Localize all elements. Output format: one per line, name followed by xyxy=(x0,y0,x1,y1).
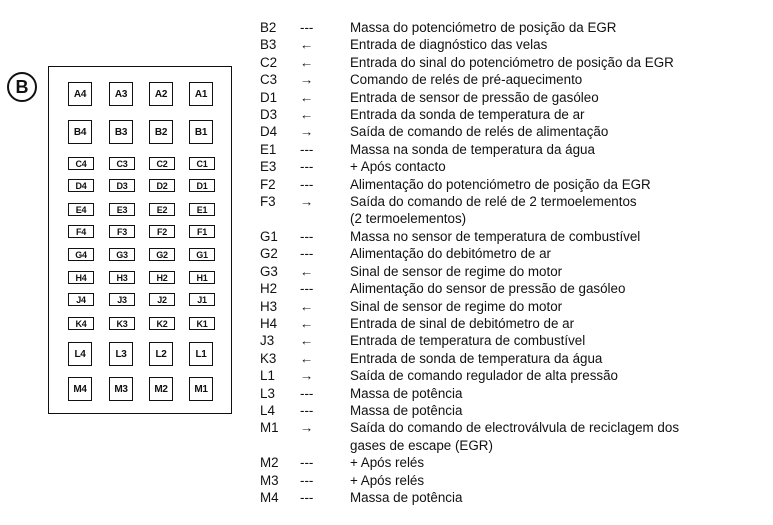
pin-list-row xyxy=(260,54,770,71)
pin-description-line: Saída do comando de relé de 2 termoelementos xyxy=(350,194,637,210)
connector-pin: B2 xyxy=(149,120,173,144)
pin-list-row xyxy=(260,158,770,175)
connector-pin: D3 xyxy=(109,179,135,192)
pin-code: M4 xyxy=(260,489,279,505)
pin-list-row xyxy=(260,141,770,158)
connector-pin: E2 xyxy=(149,203,175,216)
pin-code: L1 xyxy=(260,368,275,384)
pin-code: D3 xyxy=(260,107,278,123)
connector-pin: H3 xyxy=(109,271,135,284)
pin-code: H2 xyxy=(260,281,278,297)
pin-description xyxy=(350,36,770,53)
pin-description-line: Entrada de temperatura de combustível xyxy=(350,333,586,349)
signal-direction: --- xyxy=(300,141,314,157)
pin-code: C3 xyxy=(260,72,278,88)
connector-pin: K1 xyxy=(189,317,215,330)
pin-list-row xyxy=(260,19,770,36)
pin-code: F2 xyxy=(260,176,276,192)
pin-description xyxy=(350,472,770,489)
signal-direction: --- xyxy=(300,455,314,471)
pin-description xyxy=(350,19,770,36)
pin-list-row xyxy=(260,454,770,471)
pin-description-line: Alimentação do sensor de pressão de gasóleo xyxy=(350,281,626,297)
signal-direction: ← xyxy=(300,350,314,366)
pin-list-row xyxy=(260,89,770,106)
pin-description xyxy=(350,54,770,71)
pin-code: F3 xyxy=(260,194,276,210)
signal-direction: ← xyxy=(300,107,314,123)
pin-description-line: Massa na sonda de temperatura da água xyxy=(350,141,595,157)
connector-pin: H1 xyxy=(189,271,215,284)
pin-list-row xyxy=(260,36,770,53)
pin-description-line: Sinal de sensor de regime do motor xyxy=(350,263,563,279)
connector-pin: E1 xyxy=(189,203,215,216)
pin-description-line: Saída do comando de electroválvula de reciclagem dos xyxy=(350,420,680,436)
connector-label: B xyxy=(7,72,37,102)
pin-list-row xyxy=(260,350,770,367)
pin-list-row xyxy=(260,402,770,419)
connector-pin: E4 xyxy=(68,203,94,216)
pin-description xyxy=(350,158,770,175)
signal-direction: --- xyxy=(300,20,314,35)
connector-pin: G1 xyxy=(189,248,215,261)
pin-code: K3 xyxy=(260,350,277,366)
pin-description-line: + Após relés xyxy=(350,455,425,471)
pin-code: G1 xyxy=(260,228,278,244)
signal-direction: --- xyxy=(300,176,314,192)
pin-list-row xyxy=(260,263,770,280)
pin-list-row xyxy=(260,385,770,402)
connector-pin: D2 xyxy=(149,179,175,192)
pin-description-line: Massa de potência xyxy=(350,489,463,505)
signal-direction: ← xyxy=(300,89,314,105)
pin-code: H3 xyxy=(260,298,278,314)
connector-pin: L3 xyxy=(109,342,133,366)
pin-list-row xyxy=(260,472,770,489)
pin-code: M1 xyxy=(260,420,279,436)
pin-description-line: + Após contacto xyxy=(350,159,446,175)
pin-list-row xyxy=(260,315,770,332)
pin-list-row xyxy=(260,123,770,140)
pin-description-line: Comando de relés de pré-aquecimento xyxy=(350,72,583,88)
pin-list-row xyxy=(260,367,770,384)
pin-list xyxy=(260,19,770,506)
connector-pin: F4 xyxy=(68,225,94,238)
pin-description xyxy=(350,263,770,280)
pin-description-line: Alimentação do potenciómetro de posição da EGR xyxy=(350,176,651,192)
pin-description-line: Entrada da sonda de temperatura de ar xyxy=(350,107,585,123)
signal-direction: → xyxy=(300,124,314,140)
signal-direction: ← xyxy=(300,263,314,279)
connector-pin: F1 xyxy=(189,225,215,238)
pin-description-line: Entrada de sensor de pressão de gasóleo xyxy=(350,89,599,105)
pin-code: E1 xyxy=(260,141,277,157)
signal-direction: --- xyxy=(300,228,314,244)
connector-pin: H4 xyxy=(68,271,94,284)
pin-code: H4 xyxy=(260,315,278,331)
pin-description-line: Massa de potência xyxy=(350,402,463,418)
connector-pin: G2 xyxy=(149,248,175,261)
pin-code: E3 xyxy=(260,159,277,175)
pin-description-line: Entrada de diagnóstico das velas xyxy=(350,37,548,53)
connector-pin: C1 xyxy=(189,157,215,170)
pin-description-line: Entrada de sonda de temperatura da água xyxy=(350,350,603,366)
pin-code: M3 xyxy=(260,472,279,488)
connector-pin: A3 xyxy=(109,82,133,106)
pin-description-line: Saída de comando regulador de alta pressão xyxy=(350,368,618,384)
pin-description-line: gases de escape (EGR) xyxy=(350,437,493,453)
pin-description-line: Entrada do sinal do potenciómetro de posição da EGR xyxy=(350,54,674,70)
pin-description xyxy=(350,228,770,245)
connector-pin: E3 xyxy=(109,203,135,216)
connector-pin: H2 xyxy=(149,271,175,284)
pin-list-row xyxy=(260,280,770,297)
connector-pin: J2 xyxy=(149,293,175,306)
pin-description xyxy=(350,402,770,419)
pin-description-line: Alimentação do debitómetro de ar xyxy=(350,246,551,262)
signal-direction: → xyxy=(300,368,314,384)
connector-pin: J3 xyxy=(109,293,135,306)
connector-pin: F2 xyxy=(149,225,175,238)
pin-code: J3 xyxy=(260,333,275,349)
connector-pin: A2 xyxy=(149,82,173,106)
signal-direction: ← xyxy=(300,333,314,349)
connector-pin: J4 xyxy=(68,293,94,306)
pin-code: G3 xyxy=(260,263,278,279)
pin-code: C2 xyxy=(260,54,278,70)
signal-direction: → xyxy=(300,194,314,210)
pin-description xyxy=(350,367,770,384)
pin-description xyxy=(350,280,770,297)
pin-description xyxy=(350,385,770,402)
connector-diagram xyxy=(48,66,232,414)
pin-list-row xyxy=(260,193,770,228)
pin-description xyxy=(350,245,770,262)
connector-pin: L2 xyxy=(149,342,173,366)
connector-pin: L4 xyxy=(68,342,92,366)
connector-pin: G4 xyxy=(68,248,94,261)
signal-direction: ← xyxy=(300,298,314,314)
connector-pin: B3 xyxy=(109,120,133,144)
pin-list-row xyxy=(260,71,770,88)
signal-direction: ← xyxy=(300,315,314,331)
pin-description xyxy=(350,350,770,367)
pin-list-row xyxy=(260,106,770,123)
pin-list-row xyxy=(260,298,770,315)
pin-description xyxy=(350,123,770,140)
pin-description xyxy=(350,106,770,123)
signal-direction: --- xyxy=(300,472,314,488)
pin-list-row xyxy=(260,419,770,454)
signal-direction: --- xyxy=(300,246,314,262)
pin-code: G2 xyxy=(260,246,278,262)
connector-pin: M3 xyxy=(109,377,133,401)
signal-direction: --- xyxy=(300,281,314,297)
pin-description xyxy=(350,193,770,228)
pin-description-line: Massa no sensor de temperatura de combustível xyxy=(350,228,641,244)
connector-pin: M1 xyxy=(189,377,213,401)
pin-description-line: Massa de potência xyxy=(350,385,463,401)
connector-pin: B4 xyxy=(68,120,92,144)
connector-pin: G3 xyxy=(109,248,135,261)
pin-description xyxy=(350,141,770,158)
connector-pin: K3 xyxy=(109,317,135,330)
connector-pin: D4 xyxy=(68,179,94,192)
signal-direction: --- xyxy=(300,489,314,505)
pin-code: B2 xyxy=(260,20,277,35)
connector-pin: C4 xyxy=(68,157,94,170)
connector-pin: K2 xyxy=(149,317,175,330)
pin-list-row xyxy=(260,245,770,262)
pin-description xyxy=(350,454,770,471)
signal-direction: --- xyxy=(300,385,314,401)
pin-list-row xyxy=(260,228,770,245)
pin-code: B3 xyxy=(260,37,277,53)
pin-description-line: Sinal de sensor de regime do motor xyxy=(350,298,563,314)
connector-pin: A1 xyxy=(189,82,213,106)
connector-pin: J1 xyxy=(189,293,215,306)
pin-description xyxy=(350,71,770,88)
connector-pin: B1 xyxy=(189,120,213,144)
signal-direction: ← xyxy=(300,37,314,53)
pin-description xyxy=(350,332,770,349)
pin-description xyxy=(350,176,770,193)
signal-direction: --- xyxy=(300,402,314,418)
signal-direction: → xyxy=(300,72,314,88)
connector-pin: C3 xyxy=(109,157,135,170)
pin-description-line: Entrada de sinal de debitómetro de ar xyxy=(350,315,575,331)
pin-code: L3 xyxy=(260,385,275,401)
signal-direction: --- xyxy=(300,159,314,175)
pin-code: L4 xyxy=(260,402,275,418)
pin-description-line: + Após relés xyxy=(350,472,425,488)
connector-pin: F3 xyxy=(109,225,135,238)
pin-list-row xyxy=(260,332,770,349)
pin-list-row xyxy=(260,489,770,506)
pin-description-line: (2 termoelementos) xyxy=(350,211,467,227)
pin-description xyxy=(350,315,770,332)
pin-description xyxy=(350,489,770,506)
pin-code: D1 xyxy=(260,89,278,105)
pin-list-row xyxy=(260,176,770,193)
pin-description xyxy=(350,89,770,106)
pin-code: D4 xyxy=(260,124,278,140)
pin-description xyxy=(350,419,770,454)
pin-code: M2 xyxy=(260,455,279,471)
connector-pin: M4 xyxy=(68,377,92,401)
connector-pin: K4 xyxy=(68,317,94,330)
signal-direction: → xyxy=(300,420,314,436)
connector-pin: D1 xyxy=(189,179,215,192)
pin-description-line: Massa do potenciómetro de posição da EGR xyxy=(350,20,617,35)
pin-description-line: Saída de comando de relés de alimentação xyxy=(350,124,609,140)
signal-direction: ← xyxy=(300,54,314,70)
connector-pin: M2 xyxy=(149,377,173,401)
connector-pin: C2 xyxy=(149,157,175,170)
connector-pin: L1 xyxy=(189,342,213,366)
pin-description xyxy=(350,298,770,315)
connector-pin: A4 xyxy=(68,82,92,106)
